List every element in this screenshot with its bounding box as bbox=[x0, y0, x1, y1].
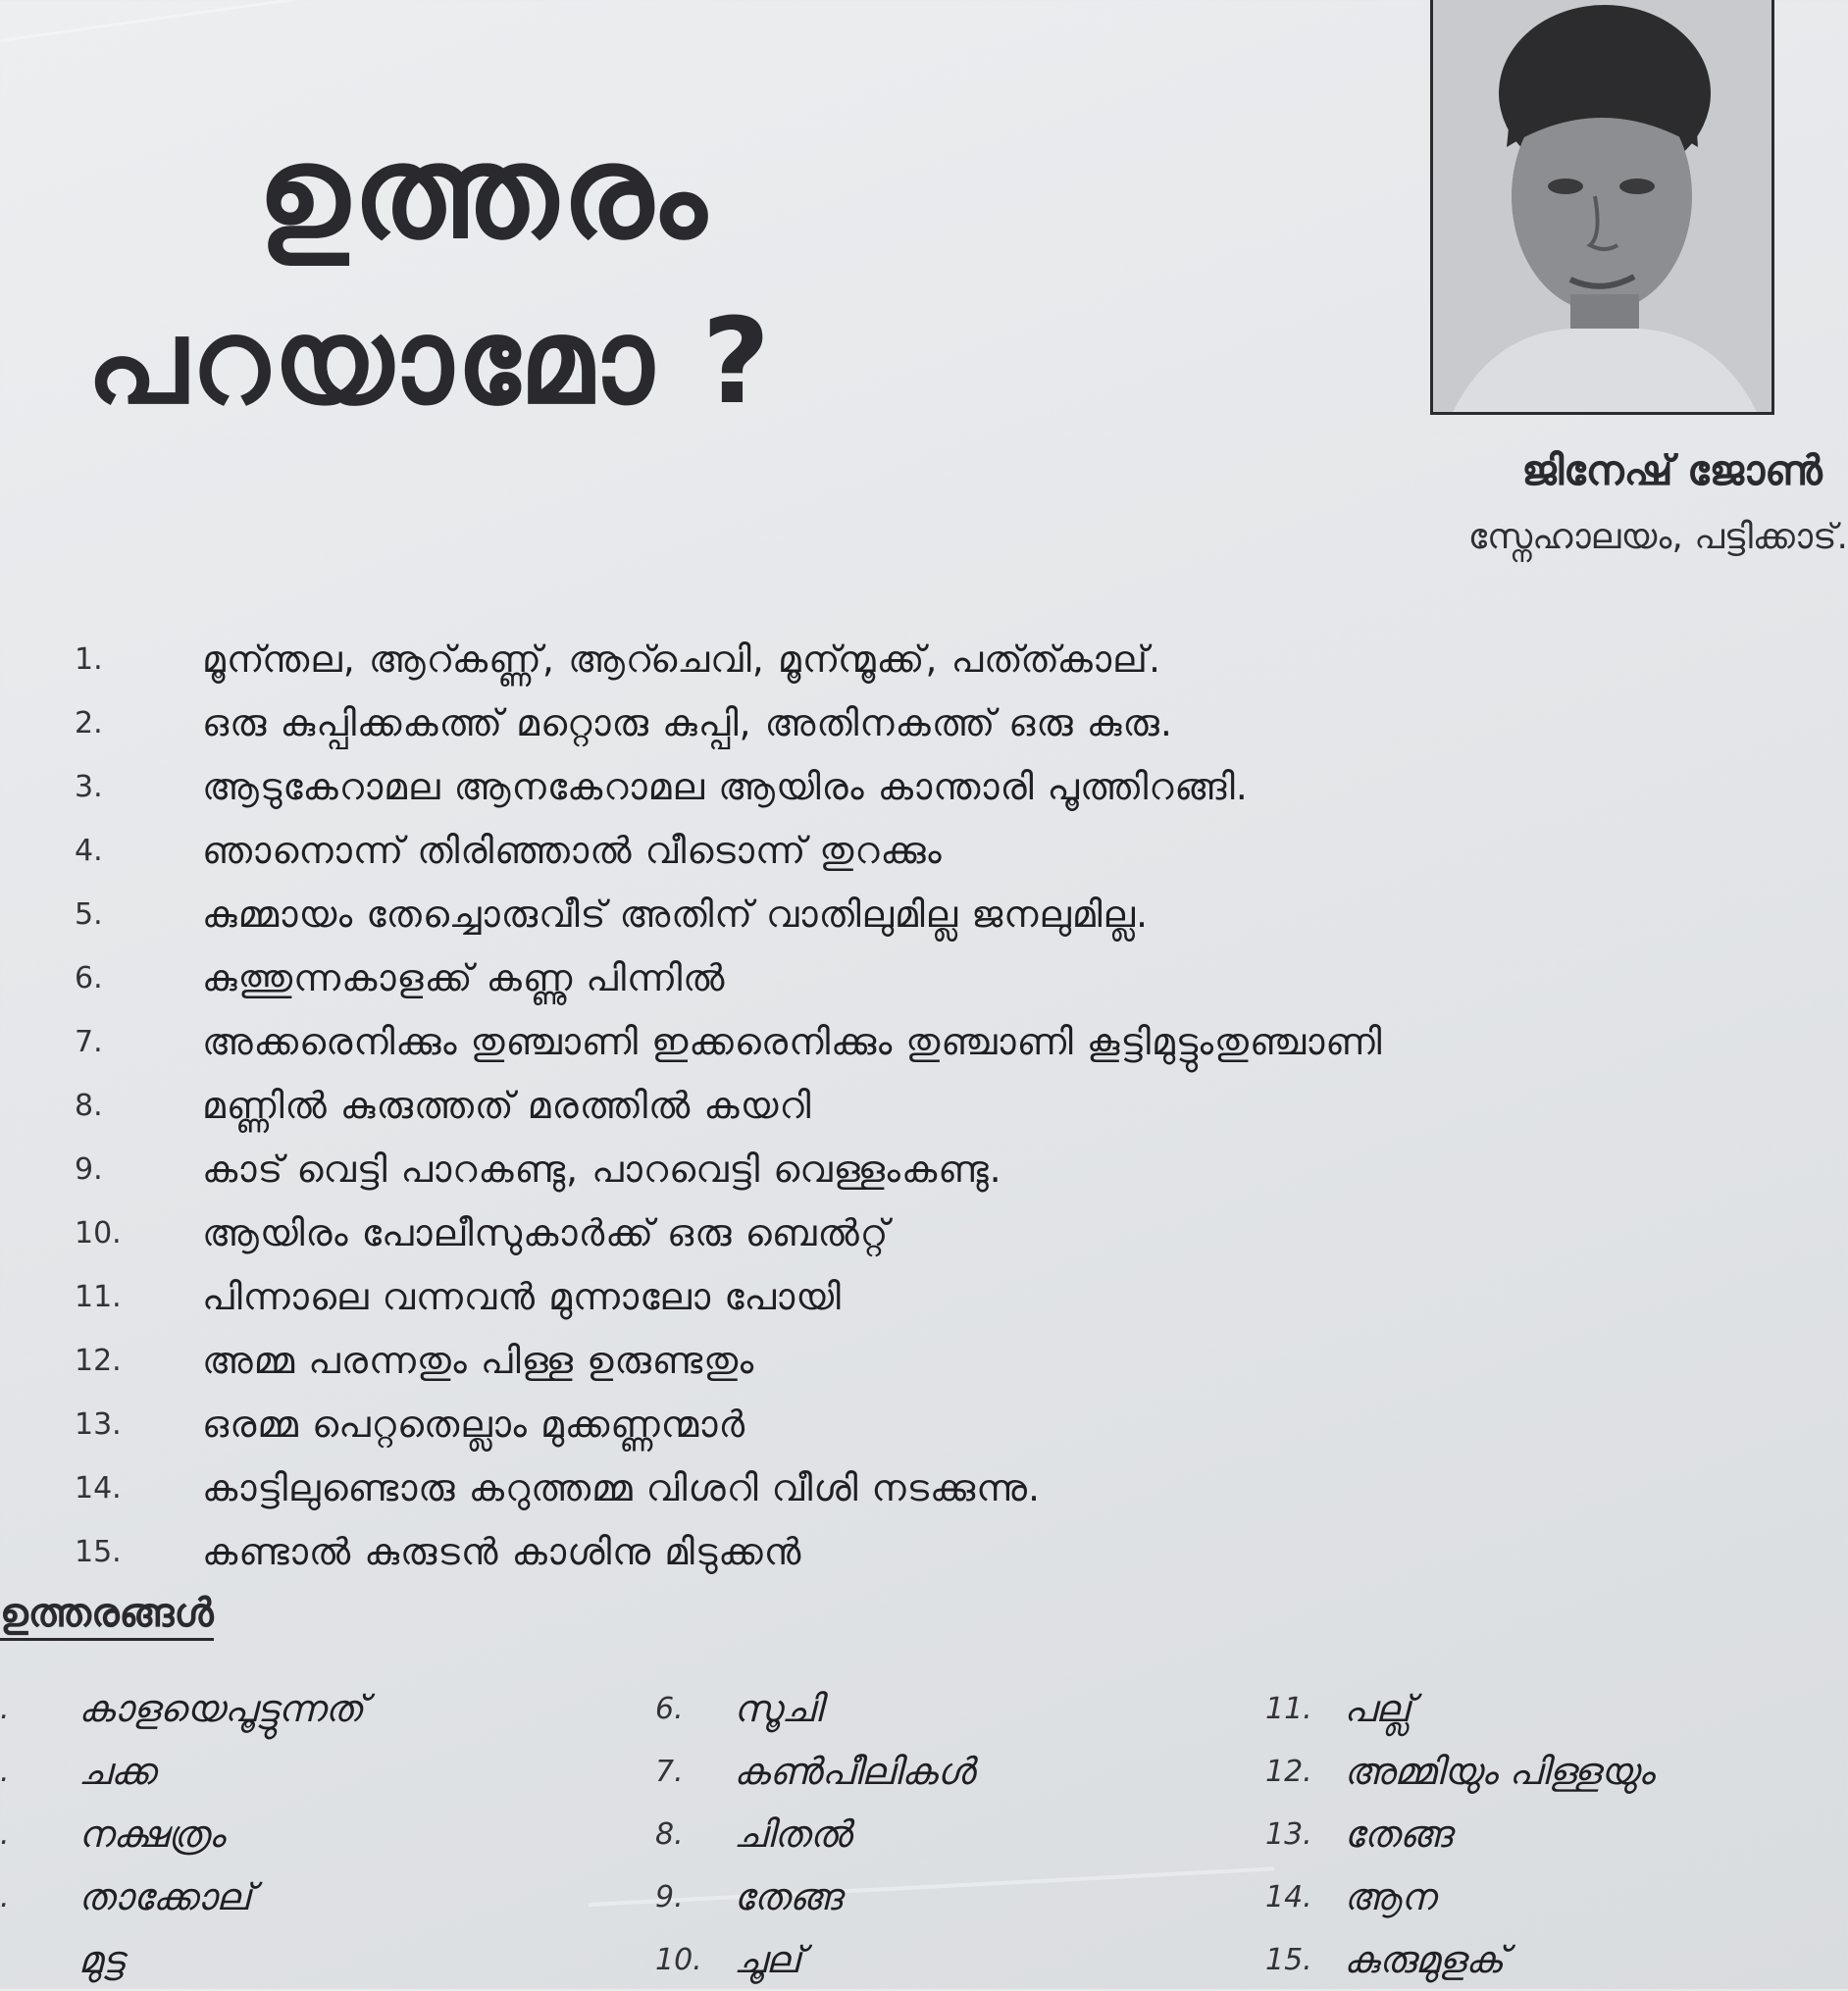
answer-item bbox=[1265, 1803, 1844, 1865]
riddle-text: ആയിരം പോലീസുകാർക്ക് ഒരു ബെൽറ്റ് bbox=[202, 1211, 890, 1254]
riddle-item bbox=[69, 691, 1834, 755]
answer-number: . bbox=[0, 1816, 10, 1852]
riddle-number: 4. bbox=[75, 834, 103, 868]
author-name: ജിനേഷ് ജോൺ bbox=[1521, 446, 1822, 494]
answer-item bbox=[0, 1677, 589, 1740]
portrait-image bbox=[1433, 0, 1771, 412]
answer-number: 8. bbox=[655, 1816, 684, 1852]
answer-item bbox=[0, 1803, 589, 1865]
answer-item bbox=[655, 1677, 1244, 1740]
answer-number: 14. bbox=[1265, 1879, 1312, 1914]
answer-number: 11. bbox=[1265, 1691, 1312, 1726]
answers-column-2 bbox=[655, 1677, 1244, 1991]
answer-item bbox=[655, 1865, 1244, 1928]
answer-number: . bbox=[0, 1691, 10, 1726]
riddle-item bbox=[69, 1201, 1834, 1265]
riddle-item bbox=[69, 628, 1834, 691]
riddle-text: കാട് വെട്ടി പാറകണ്ടു, പാറവെട്ടി വെള്ളംകണ്ടു. bbox=[202, 1148, 1002, 1191]
riddle-item bbox=[69, 1329, 1834, 1393]
riddle-list bbox=[69, 628, 1834, 1584]
answer-item bbox=[0, 1928, 589, 1991]
riddle-text: കണ്ടാൽ കുരുടൻ കാശിനു മിടുക്കൻ bbox=[202, 1530, 802, 1573]
riddle-number: 2. bbox=[75, 706, 103, 740]
riddle-item bbox=[69, 755, 1834, 819]
riddle-item bbox=[69, 1074, 1834, 1138]
answer-item bbox=[0, 1740, 589, 1803]
answer-number: . bbox=[0, 1754, 10, 1789]
paper-crease bbox=[0, 0, 875, 42]
answer-text: താക്കോല് bbox=[78, 1874, 252, 1918]
answer-item bbox=[655, 1928, 1244, 1991]
riddle-item bbox=[69, 1520, 1834, 1584]
riddle-text: കുമ്മായം തേച്ചൊരുവീട് അതിന് വാതിലുമില്ല ജനലുമില്ല. bbox=[202, 893, 1150, 936]
answer-number: 7. bbox=[655, 1754, 684, 1789]
riddle-text: അമ്മ പരന്നതും പിള്ള ഉരുണ്ടതും bbox=[202, 1339, 755, 1382]
riddle-number: 9. bbox=[75, 1152, 103, 1187]
riddle-item bbox=[69, 883, 1834, 946]
riddle-item bbox=[69, 1010, 1834, 1074]
answer-item bbox=[655, 1740, 1244, 1803]
answer-text: കുരുമുളക് bbox=[1344, 1937, 1505, 1981]
riddle-item bbox=[69, 1138, 1834, 1201]
answer-number: 10. bbox=[655, 1942, 702, 1977]
answer-item bbox=[655, 1803, 1244, 1865]
author-place: സ്നേഹാലയം, പട്ടിക്കാട്. bbox=[1467, 517, 1848, 557]
answer-text: തേങ്ങ bbox=[1344, 1812, 1452, 1856]
answer-text: കാളയെപൂട്ടുന്നത് bbox=[78, 1686, 364, 1730]
author-photo bbox=[1430, 0, 1774, 415]
answer-item bbox=[1265, 1740, 1844, 1803]
riddle-number: 3. bbox=[75, 770, 103, 804]
answer-item bbox=[1265, 1928, 1844, 1991]
riddle-number: 8. bbox=[75, 1089, 103, 1123]
title-line-1: ഉത്തരം bbox=[257, 118, 710, 267]
riddle-text: മൂന്ന്തല, ആറ്കണ്ണ്, ആറ്ചെവി, മൂന്ന്മൂക്ക്, പത്ത്കാല്. bbox=[202, 638, 1162, 681]
riddle-number: 14. bbox=[75, 1471, 122, 1506]
riddle-number: 15. bbox=[75, 1535, 122, 1569]
riddle-text: ആടുകേറാമല ആനകേറാമല ആയിരം കാന്താരി പൂത്തിറങ്ങി. bbox=[202, 765, 1249, 808]
riddle-number: 13. bbox=[75, 1407, 122, 1442]
answer-number: 9. bbox=[655, 1879, 684, 1914]
riddle-number: 5. bbox=[75, 897, 103, 932]
riddle-text: ഒരു കുപ്പിക്കകത്ത് മറ്റൊരു കുപ്പി, അതിനകത്ത് ഒരു കുരു. bbox=[202, 701, 1173, 744]
riddle-text: കുത്തുന്നകാളക്ക് കണ്ണു പിന്നിൽ bbox=[202, 956, 726, 999]
answer-text: ചിതൽ bbox=[734, 1812, 851, 1856]
riddle-item bbox=[69, 946, 1834, 1010]
answer-item bbox=[0, 1865, 589, 1928]
riddle-text: അക്കരെനിക്കും തുഞ്ചാണി ഇക്കരെനിക്കും തുഞ്ചാണി കൂട്ടിമുട്ടുംതുഞ്ചാണി bbox=[202, 1020, 1383, 1063]
riddle-number: 10. bbox=[75, 1216, 122, 1251]
riddle-text: കാട്ടിലുണ്ടൊരു കറുത്തമ്മ വിശറി വീശി നടക്കുന്നു. bbox=[202, 1466, 1042, 1509]
answer-text: തേങ്ങ bbox=[734, 1874, 842, 1918]
answers-heading: ഉത്തരങ്ങൾ bbox=[0, 1591, 214, 1641]
answer-number: 15. bbox=[1265, 1942, 1312, 1977]
answer-text: ആന bbox=[1344, 1874, 1436, 1918]
answer-item bbox=[1265, 1865, 1844, 1928]
riddle-item bbox=[69, 1393, 1834, 1456]
riddle-number: 11. bbox=[75, 1280, 122, 1314]
answer-text: കൺപീലികൾ bbox=[734, 1749, 975, 1793]
riddle-number: 7. bbox=[75, 1025, 103, 1059]
answer-text: അമ്മിയും പിള്ളയും bbox=[1344, 1749, 1655, 1793]
answers-column-3 bbox=[1265, 1677, 1844, 1991]
answer-number: 6. bbox=[655, 1691, 684, 1726]
riddle-text: പിന്നാലെ വന്നവൻ മുന്നാലോ പോയി bbox=[202, 1275, 842, 1318]
riddle-item bbox=[69, 1265, 1834, 1329]
answer-text: ചൂല് bbox=[734, 1937, 801, 1981]
answer-text: സൂചി bbox=[734, 1686, 822, 1730]
answer-text: പല്ല് bbox=[1344, 1686, 1412, 1730]
answer-number: 13. bbox=[1265, 1816, 1312, 1852]
answer-item bbox=[1265, 1677, 1844, 1740]
riddle-text: മണ്ണിൽ കുരുത്തത് മരത്തിൽ കയറി bbox=[202, 1084, 812, 1127]
riddle-number: 12. bbox=[75, 1344, 122, 1378]
title-line-2: പറയാമോ ? bbox=[86, 294, 775, 431]
answer-text: ചക്ക bbox=[78, 1749, 156, 1793]
answer-text: മുട്ട bbox=[78, 1937, 125, 1981]
riddle-text: ഞാനൊന്ന് തിരിഞ്ഞാൽ വീടൊന്ന് തുറക്കും bbox=[202, 829, 943, 872]
riddle-number: 1. bbox=[75, 642, 103, 677]
riddle-item bbox=[69, 1456, 1834, 1520]
answer-text: നക്ഷത്രം bbox=[78, 1812, 225, 1856]
answer-number: . bbox=[0, 1879, 10, 1914]
answers-column-1 bbox=[0, 1677, 589, 1991]
riddle-number: 6. bbox=[75, 961, 103, 996]
riddle-text: ഒരമ്മ പെറ്റതെല്ലാം മുക്കണ്ണന്മാർ bbox=[202, 1403, 746, 1446]
riddle-item bbox=[69, 819, 1834, 883]
answer-number: 12. bbox=[1265, 1754, 1312, 1789]
